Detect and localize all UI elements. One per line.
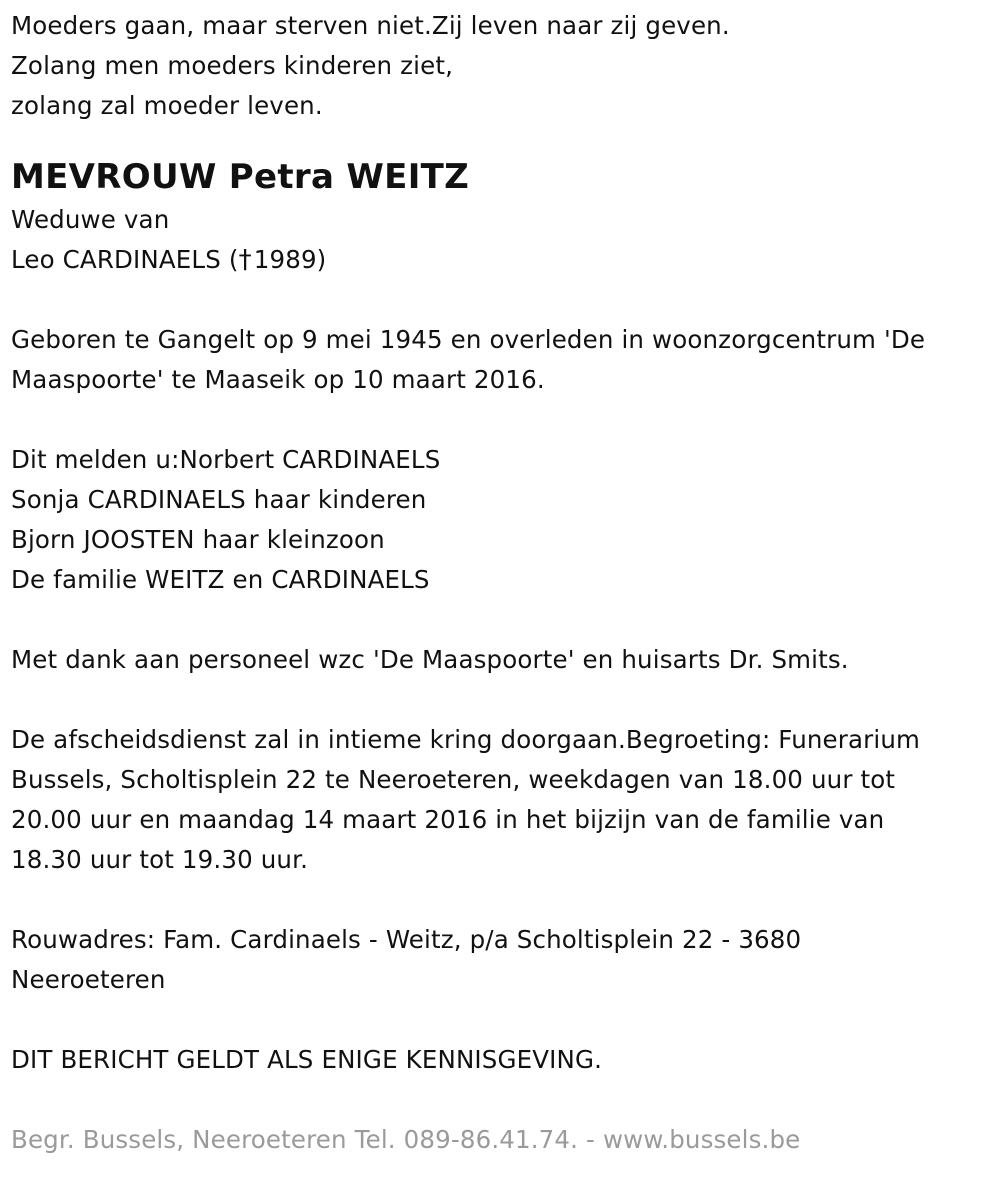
announcers-list (11, 440, 995, 600)
mourning-address (11, 920, 995, 1000)
paragraph-line: 20.00 uur en maandag 14 maart 2016 in het bijzijn van de familie van (11, 805, 885, 834)
address-line: Rouwadres: Fam. Cardinaels - Weitz, p/a Scholtisplein 22 - 3680 (11, 925, 802, 954)
widow-of-label: Weduwe van (11, 205, 170, 234)
ceremony-paragraph (11, 720, 995, 880)
funeral-home-footer: Begr. Bussels, Neeroeteren Tel. 089-86.41.74. - www.bussels.be (11, 1125, 801, 1154)
spouse-name: Leo CARDINAELS ( (11, 245, 239, 274)
poem-line: Zolang men moeders kinderen ziet, (11, 51, 454, 80)
poem (11, 6, 995, 126)
cross-icon: † (238, 245, 252, 275)
paragraph-line: 18.30 uur tot 19.30 uur. (11, 845, 309, 874)
spouse-info (11, 200, 995, 280)
paragraph-line: Geboren te Gangelt op 9 mei 1945 en overleden in woonzorgcentrum 'De (11, 325, 926, 354)
notice-line: DIT BERICHT GELDT ALS ENIGE KENNISGEVING. (11, 1045, 603, 1074)
paragraph-line: Bussels, Scholtisplein 22 te Neeroeteren, weekdagen van 18.00 uur tot (11, 765, 896, 794)
poem-line: Moeders gaan, maar sterven niet.Zij leven naar zij geven. (11, 11, 730, 40)
spouse-death-year: 1989) (253, 245, 327, 274)
deceased-name: MEVROUW Petra WEITZ (11, 157, 470, 197)
announcer-line: Sonja CARDINAELS haar kinderen (11, 485, 427, 514)
birth-death-paragraph (11, 320, 995, 400)
spouse-line (11, 240, 995, 280)
address-line: Neeroeteren (11, 965, 166, 994)
poem-line: zolang zal moeder leven. (11, 91, 323, 120)
announcer-line: Bjorn JOOSTEN haar kleinzoon (11, 525, 385, 554)
paragraph-line: Maaspoorte' te Maaseik op 10 maart 2016. (11, 365, 545, 394)
obituary-notice (11, 6, 995, 1160)
announcer-line: De familie WEITZ en CARDINAELS (11, 565, 430, 594)
paragraph-line: De afscheidsdienst zal in intieme kring doorgaan.Begroeting: Funerarium (11, 725, 921, 754)
announcer-line: Dit melden u:Norbert CARDINAELS (11, 445, 441, 474)
thanks-line: Met dank aan personeel wzc 'De Maaspoorte' en huisarts Dr. Smits. (11, 645, 849, 674)
